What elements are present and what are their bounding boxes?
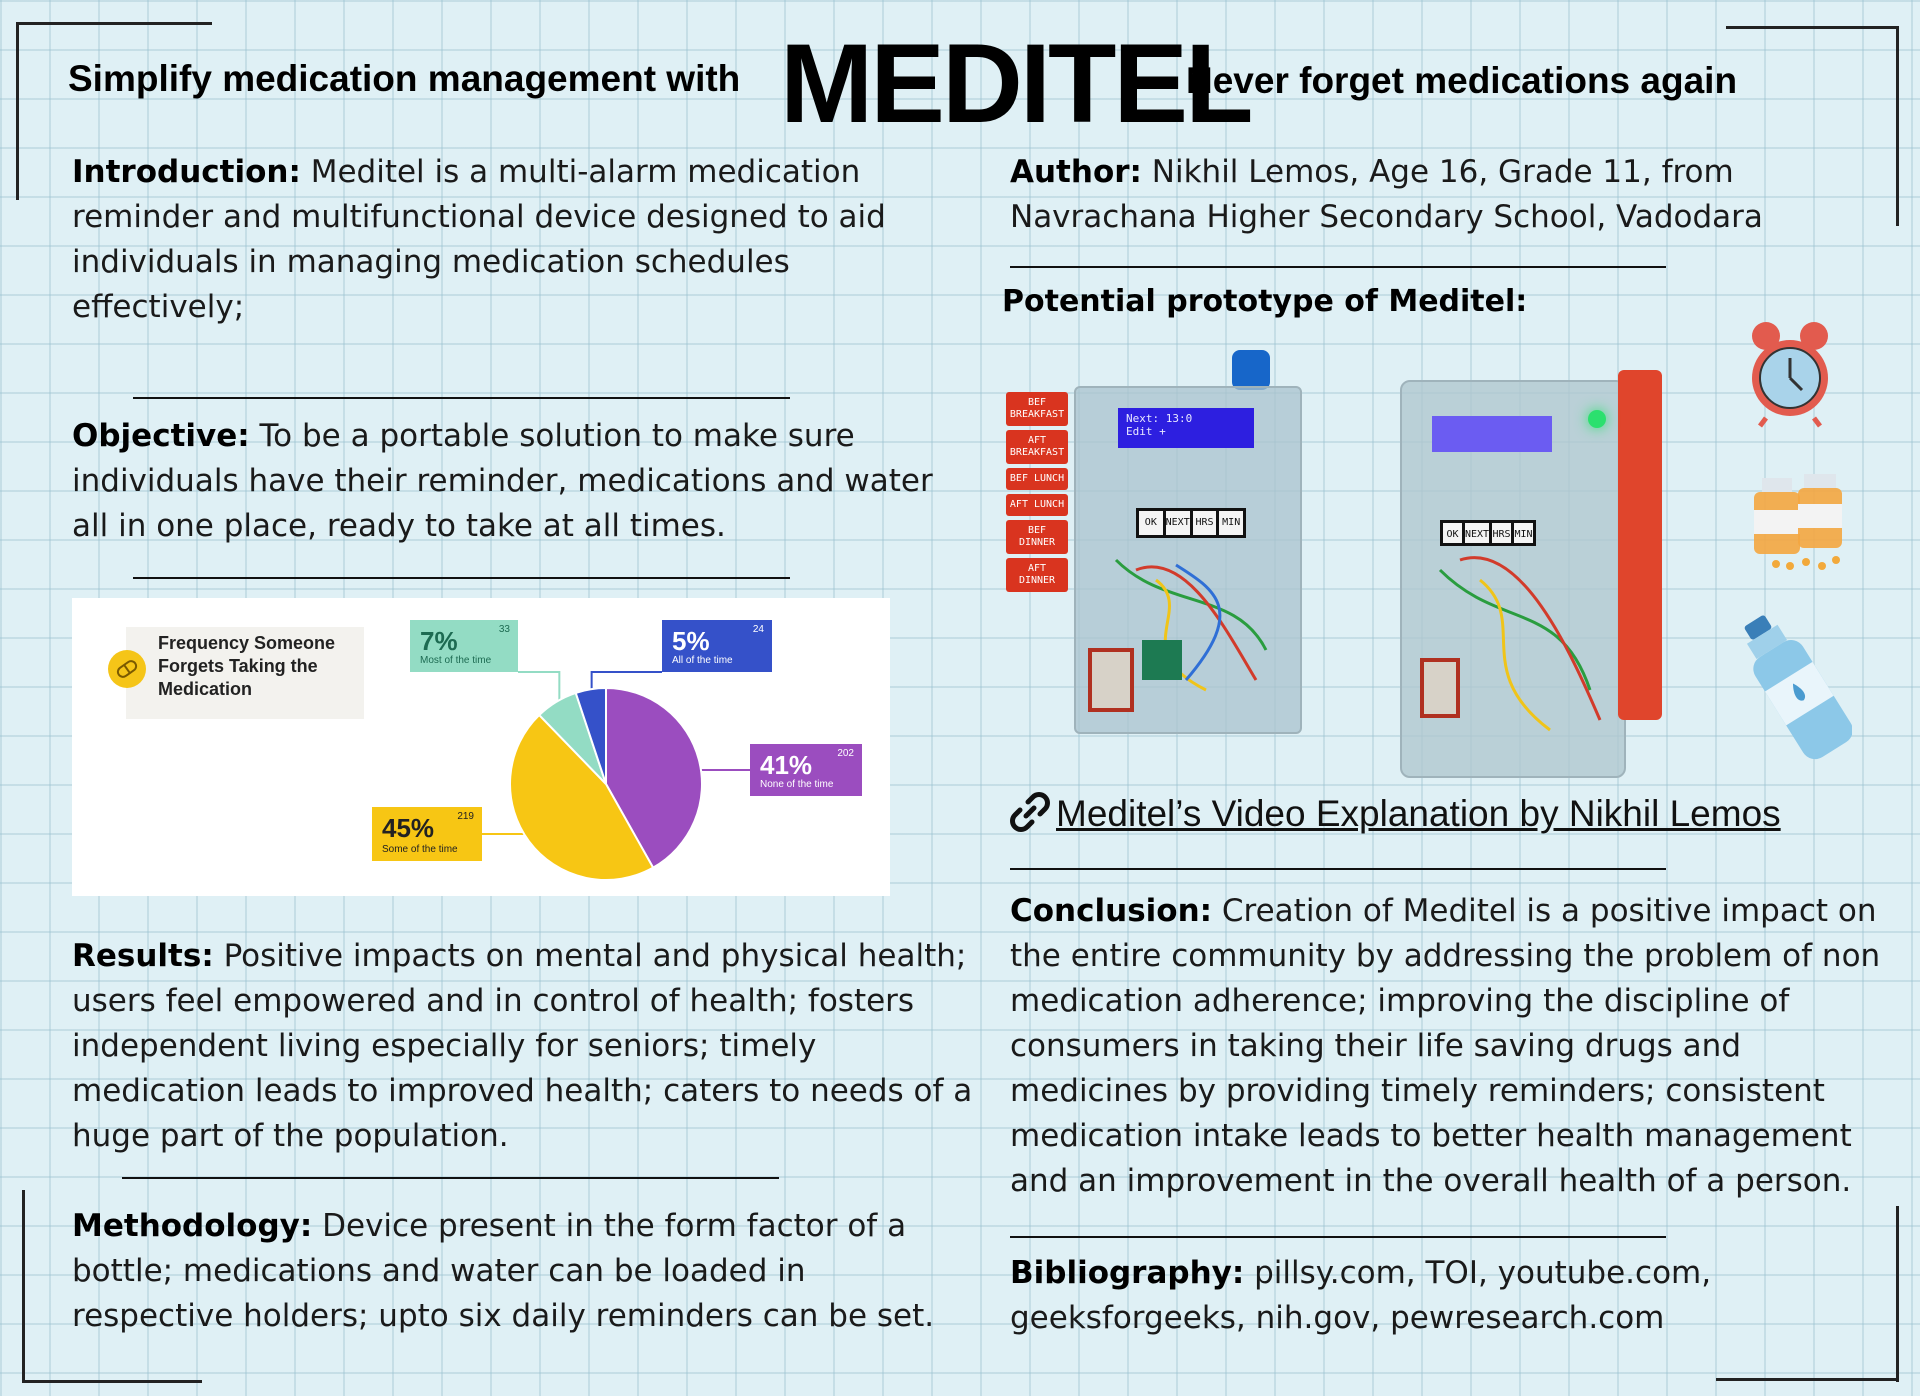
divider bbox=[1010, 1236, 1666, 1238]
methodology-label: Methodology: bbox=[72, 1208, 313, 1244]
slice-label-all bbox=[662, 620, 772, 672]
results-label: Results: bbox=[72, 938, 214, 974]
divider bbox=[1010, 266, 1666, 268]
bibliography-text: pillsy.com, TOI, youtube.com, geeksforgeeks, nih.gov, pewresearch.com bbox=[1010, 1255, 1712, 1336]
frame-corner-bl-horizontal bbox=[22, 1380, 202, 1383]
link-icon bbox=[1008, 790, 1052, 838]
frame-corner-br-vertical bbox=[1896, 1206, 1899, 1382]
header-tagline-left: Simplify medication management with bbox=[68, 58, 741, 99]
divider bbox=[133, 397, 790, 399]
frame-corner-bl-vertical bbox=[22, 1190, 25, 1382]
video-link[interactable] bbox=[1008, 790, 1781, 838]
author-section bbox=[1010, 150, 1850, 240]
slice-count: 33 bbox=[498, 624, 510, 635]
bibliography-label: Bibliography: bbox=[1010, 1255, 1245, 1291]
prototype-photo-front bbox=[1006, 350, 1306, 730]
results-section bbox=[72, 934, 992, 1159]
slice-label-some bbox=[372, 807, 482, 861]
author-label: Author: bbox=[1010, 154, 1142, 190]
objective-section bbox=[72, 414, 972, 549]
alarm-clock-icon bbox=[1744, 318, 1836, 432]
slice-category: All of the time bbox=[672, 655, 733, 666]
chart-title: Frequency Someone Forgets Taking the Medication bbox=[158, 633, 336, 699]
device-button: MIN bbox=[1514, 523, 1533, 543]
prototype-heading: Potential prototype of Meditel: bbox=[1002, 284, 1528, 319]
objective-label: Objective: bbox=[72, 418, 250, 454]
frame-corner-tr-horizontal bbox=[1726, 26, 1898, 29]
introduction-section bbox=[72, 150, 952, 330]
bibliography-section bbox=[1010, 1251, 1810, 1341]
water-bottle-icon bbox=[1742, 608, 1852, 772]
slice-label-none bbox=[750, 744, 862, 796]
divider bbox=[133, 577, 790, 579]
device-button: NEXT bbox=[1166, 511, 1190, 535]
pie-chart-card bbox=[72, 598, 890, 896]
slice-count: 24 bbox=[752, 624, 764, 635]
results-text: Positive impacts on mental and physical health; users feel empowered and in control of health; fosters independent living especially for seniors; timely medication leads to improved health; caters to needs of a huge part of the population. bbox=[72, 938, 973, 1154]
slice-percent: 41% bbox=[760, 750, 813, 780]
frame-corner-tl-vertical bbox=[16, 22, 19, 200]
page-title: MEDITEL bbox=[780, 21, 1251, 146]
conclusion-text: Creation of Meditel is a positive impact on the entire community by addressing the problem of non medication adherence; improving the discipline of consumers in taking their life saving drugs and medicines by providing timely reminders; consistent medication intake leads to better health management and an improvement in the overall health of a person. bbox=[1010, 893, 1881, 1199]
slice-percent: 5% bbox=[672, 626, 710, 656]
leader-line bbox=[518, 672, 559, 707]
slice-category: Most of the time bbox=[420, 655, 492, 666]
slot-label: BEF BREAKFAST bbox=[1006, 392, 1068, 426]
slot-label: BEF LUNCH bbox=[1006, 468, 1068, 490]
device-button: NEXT bbox=[1465, 523, 1489, 543]
slot-label: AFT BREAKFAST bbox=[1006, 430, 1068, 464]
divider bbox=[122, 1177, 779, 1179]
slice-category: Some of the time bbox=[382, 844, 458, 855]
slot-label: AFT LUNCH bbox=[1006, 494, 1068, 516]
slice-category: None of the time bbox=[760, 779, 834, 790]
device-button: HRS bbox=[1193, 511, 1217, 535]
lcd-line-1: Next: 13:0 bbox=[1126, 412, 1193, 425]
device-button: OK bbox=[1139, 511, 1163, 535]
slice-percent: 7% bbox=[420, 626, 458, 656]
device-wiring bbox=[1400, 370, 1670, 778]
slice-percent: 45% bbox=[382, 813, 435, 843]
introduction-text: Meditel is a multi-alarm medication reminder and multifunctional device designed to aid individuals in managing medication schedules effectively; bbox=[72, 154, 886, 325]
device-wiring bbox=[1006, 350, 1306, 730]
device-button: MIN bbox=[1219, 511, 1243, 535]
lcd-line-2: Edit + bbox=[1126, 425, 1166, 438]
introduction-label: Introduction: bbox=[72, 154, 301, 190]
slice-count: 202 bbox=[837, 748, 854, 759]
device-button: OK bbox=[1443, 523, 1462, 543]
slice-label-most bbox=[410, 620, 518, 672]
frame-corner-br-horizontal bbox=[1716, 1378, 1898, 1381]
slot-label: AFT DINNER bbox=[1006, 558, 1068, 592]
slice-count: 219 bbox=[457, 811, 474, 822]
methodology-text: Device present in the form factor of a bottle; medications and water can be loaded in respective holders; upto six daily reminders can be set. bbox=[72, 1208, 935, 1334]
pill-bottles-icon bbox=[1746, 470, 1848, 578]
conclusion-section bbox=[1010, 889, 1900, 1204]
prototype-photo-side bbox=[1400, 370, 1670, 778]
slot-label: BEF DINNER bbox=[1006, 520, 1068, 554]
objective-text: To be a portable solution to make sure individuals have their reminder, medications and water all in one place, ready to take at all times. bbox=[72, 418, 933, 544]
conclusion-label: Conclusion: bbox=[1010, 893, 1213, 929]
video-link-text[interactable]: Meditel’s Video Explanation by Nikhil Lemos bbox=[1056, 793, 1781, 834]
device-button: HRS bbox=[1492, 523, 1511, 543]
author-text: Nikhil Lemos, Age 16, Grade 11, from Navrachana Higher Secondary School, Vadodara bbox=[1010, 154, 1763, 235]
divider bbox=[1010, 868, 1666, 870]
frame-corner-tl-horizontal bbox=[16, 22, 212, 25]
methodology-section bbox=[72, 1204, 952, 1339]
header-tagline-right: Never forget medications again bbox=[1186, 60, 1738, 101]
frame-corner-tr-vertical bbox=[1896, 26, 1899, 226]
